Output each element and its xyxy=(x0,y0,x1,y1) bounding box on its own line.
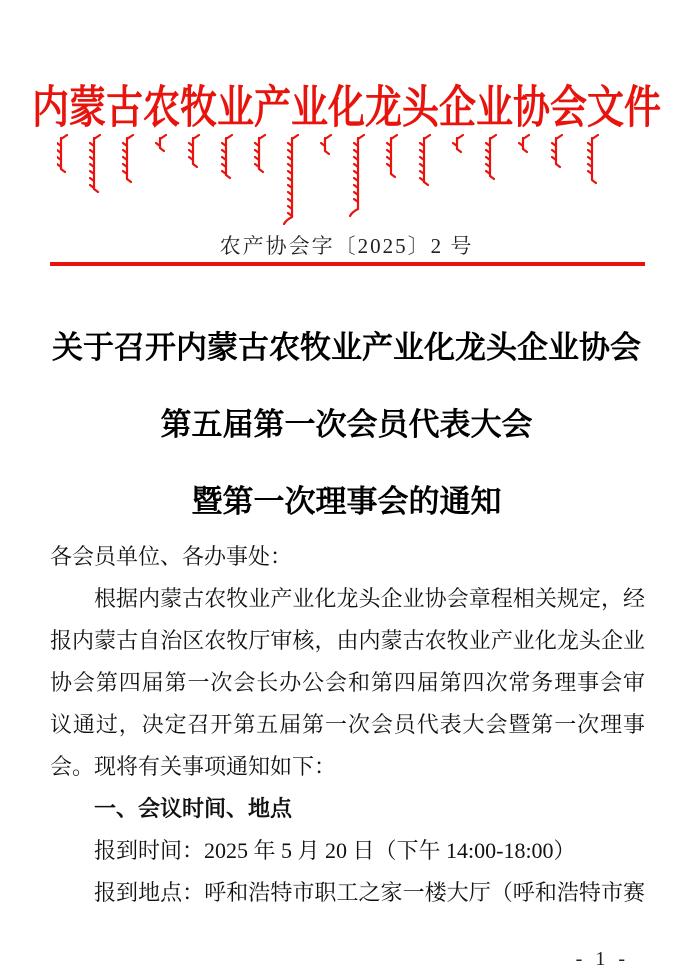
body-text-block xyxy=(50,536,645,914)
red-separator-line xyxy=(50,262,645,266)
mongolian-vertical-script-decoration xyxy=(57,133,637,225)
document-title-line-1: 关于召开内蒙古农牧业产业化龙头企业协会 xyxy=(52,330,641,365)
body-line: 根据内蒙古农牧业产业化龙头企业协会章程相关规定，经 xyxy=(94,586,645,611)
document-title-line-2: 第五届第一次会员代表大会 xyxy=(160,407,533,442)
body-line: 协会第四届第一次会长办公会和第四届第四次常务理事会审 xyxy=(50,670,645,695)
body-line-report-time: 报到时间：2025 年 5 月 20 日（下午 14:00-18:00） xyxy=(94,838,576,863)
body-line: 议通过，决定召开第五届第一次会员代表大会暨第一次理事 xyxy=(50,712,645,737)
body-line: 报内蒙古自治区农牧厅审核，由内蒙古农牧业产业化龙头企业 xyxy=(50,628,645,653)
page-number: - 1 - xyxy=(575,948,629,970)
mongolian-script-icon xyxy=(57,133,637,225)
body-line-report-place: 报到地点：呼和浩特市职工之家一楼大厅（呼和浩特市赛 xyxy=(94,880,645,905)
document-issue-number: 农产协会字〔2025〕2 号 xyxy=(219,234,474,258)
body-line-section-heading: 一、会议时间、地点 xyxy=(94,796,293,821)
body-line: 会。现将有关事项通知如下： xyxy=(50,754,337,779)
body-line-salutation: 各会员单位、各办事处： xyxy=(50,544,293,569)
document-title-line-3: 暨第一次理事会的通知 xyxy=(191,484,502,519)
letterhead-title: 内蒙古农牧业产业化龙头企业协会文件 xyxy=(32,83,661,134)
